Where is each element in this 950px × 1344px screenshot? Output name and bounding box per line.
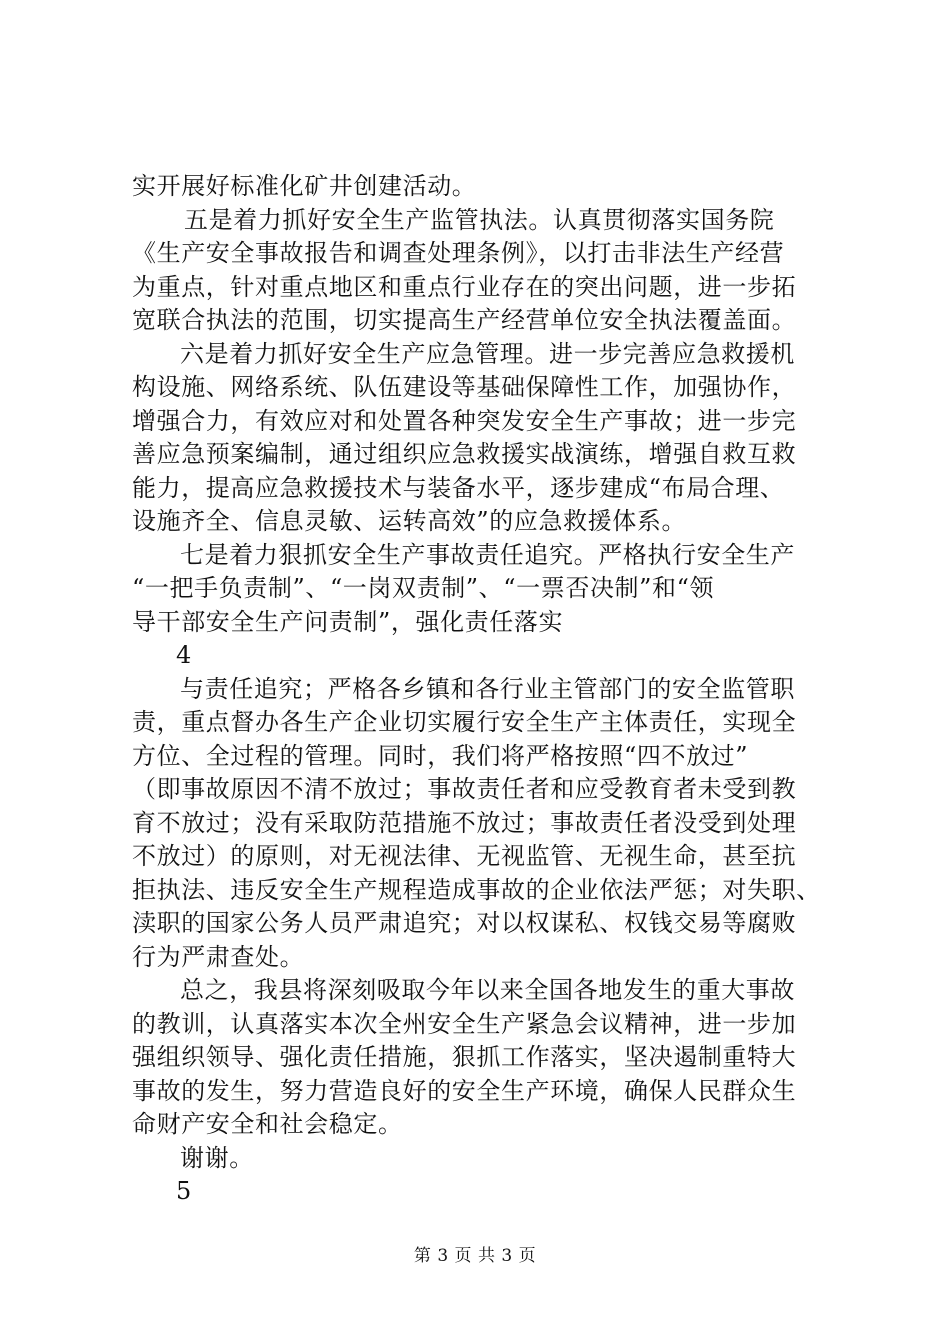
text-line: 方位、全过程的管理。同时，我们将严格按照“四不放过” [132, 741, 749, 770]
text-line: 渎职的国家公务人员严肃追究；对以权谋私、权钱交易等腐败 [132, 909, 797, 937]
text-line: 不放过）的原则，对无视法律、无视监管、无视生命，甚至抗 [132, 842, 797, 870]
text-line: 谢谢。 [180, 1143, 254, 1172]
text-line: 设施齐全、信息灵敏、运转高效”的应急救援体系。 [132, 507, 687, 535]
document-body [132, 170, 832, 1209]
text-line: 增强合力，有效应对和处置各种突发安全生产事故；进一步完 [132, 406, 797, 435]
text-line: 为重点，针对重点地区和重点行业存在的突出问题，进一步拓 [132, 272, 797, 301]
text-line: 命财产安全和社会稳定。 [132, 1110, 403, 1138]
text-line: 构设施、网络系统、队伍建设等基础保障性工作，加强协作， [132, 373, 797, 401]
text-line: 的教训，认真落实本次全州安全生产紧急会议精神，进一步加 [132, 1009, 797, 1038]
text-line: 六是着力抓好安全生产应急管理。进一步完善应急救援机 [180, 339, 795, 368]
page-footer: 第 3 页 共 3 页 [413, 1246, 537, 1266]
text-line: 实开展好标准化矿井创建活动。 [132, 172, 477, 200]
text-line: 强组织领导、强化责任措施，狠抓工作落实，坚决遏制重特大 [132, 1043, 797, 1071]
inline-page-number: 4 [176, 641, 192, 669]
inline-page-number: 5 [176, 1177, 192, 1205]
text-line: 拒执法、违反安全生产规程造成事故的企业依法严惩；对失职、 [132, 875, 821, 904]
text-line: 责，重点督办各生产企业切实履行安全生产主体责任，实现全 [132, 708, 797, 736]
text-line: 事故的发生，努力营造良好的安全生产环境，确保人民群众生 [132, 1076, 797, 1105]
text-line: 行为严肃查处。 [132, 942, 305, 971]
text-line: 导干部安全生产问责制”，强化责任落实 [132, 607, 564, 636]
text-line: 宽联合执法的范围，切实提高生产经营单位安全执法覆盖面。 [132, 306, 797, 334]
text-line: （即事故原因不清不放过；事故责任者和应受教育者未受到教 [132, 775, 797, 803]
text-line: 与责任追究；严格各乡镇和各行业主管部门的安全监管职 [180, 674, 795, 703]
text-line: 能力，提高应急救援技术与装备水平，逐步建成“布局合理、 [132, 473, 785, 502]
text-line: 五是着力抓好安全生产监管执法。认真贯彻落实国务院 [184, 205, 775, 234]
text-line: 总之，我县将深刻吸取今年以来全国各地发生的重大事故 [180, 976, 795, 1004]
text-line: 《生产安全事故报告和调查处理条例》，以打击非法生产经营 [132, 239, 785, 267]
text-line: 七是着力狠抓安全生产事故责任追究。严格执行安全生产 [180, 540, 795, 569]
text-line: 育不放过；没有采取防范措施不放过；事故责任者没受到处理 [132, 808, 797, 837]
text-line: 善应急预案编制，通过组织应急救援实战演练，增强自救互救 [132, 440, 797, 468]
text-line: “一把手负责制”、“一岗双责制”、“一票否决制”和“领 [132, 574, 715, 602]
